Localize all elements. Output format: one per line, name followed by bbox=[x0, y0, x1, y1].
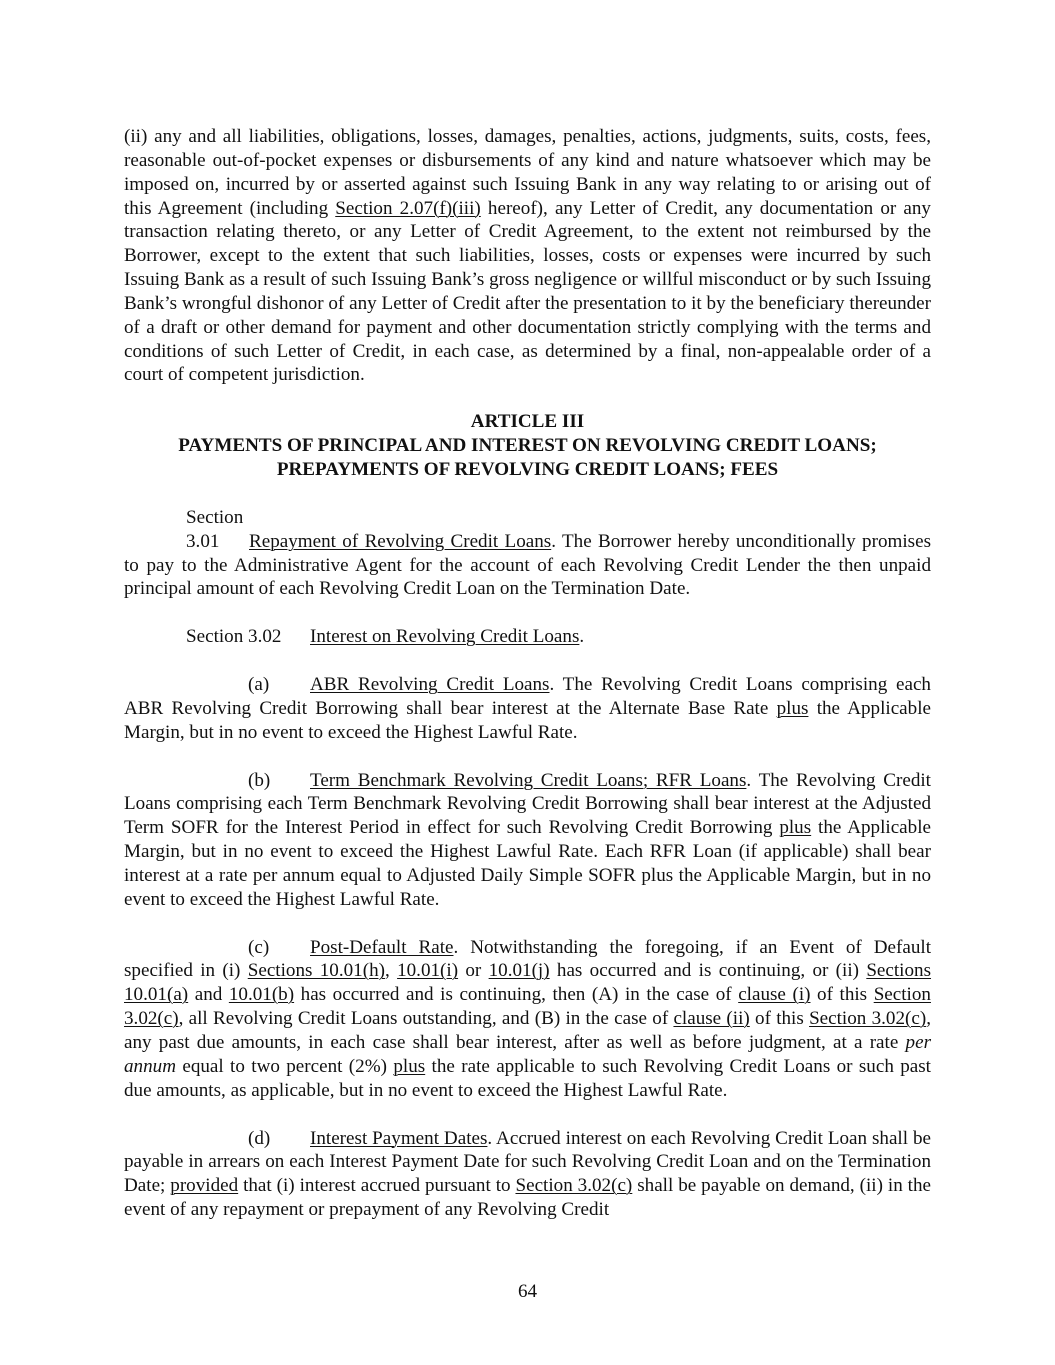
article-number: ARTICLE III bbox=[470, 411, 585, 433]
paragraph-text: (ii) any and all liabilities, obligations, losses, damages, penalties, actions, judgments, suits, costs, fees, reasonable out-of-pocket expenses or disbursements of any kind and nature whatsoever which may be imposed on, incurred by or asserted against such Issuing Bank in any way relating to or arising out of this Agreement (including bbox=[124, 126, 931, 219]
section-3-01 bbox=[124, 506, 931, 601]
subsection-heading: ABR Revolving Credit Loans bbox=[310, 674, 550, 696]
subsection-text: has occurred and is continuing, or (ii) bbox=[549, 960, 867, 982]
document-page bbox=[124, 125, 931, 1222]
cross-reference: 10.01(j) bbox=[488, 960, 550, 982]
subsection-text: , any past due amounts, in each case shall bear interest, after as well as before judgment, at a rate bbox=[124, 1008, 931, 1053]
subsection-label: (a) bbox=[248, 674, 270, 696]
cross-reference: Sections 10.01(h) bbox=[247, 960, 385, 982]
cross-reference: 10.01(b) bbox=[228, 984, 295, 1006]
subsection-d bbox=[124, 1127, 931, 1222]
cross-reference: clause (i) bbox=[738, 984, 811, 1006]
subsection-heading: Term Benchmark Revolving Credit Loans; RFR Loans bbox=[310, 769, 747, 791]
article-title-line-1: PAYMENTS OF PRINCIPAL AND INTEREST ON REVOLVING CREDIT LOANS; bbox=[178, 435, 877, 457]
subsection-text: , bbox=[384, 960, 398, 982]
article-heading bbox=[124, 410, 931, 482]
subsection-text: , all Revolving Credit Loans outstanding, and (B) in the case of bbox=[178, 1008, 674, 1030]
page-number: 64 bbox=[517, 1281, 538, 1302]
subsection-b bbox=[124, 769, 931, 912]
subsection-text: and bbox=[188, 984, 229, 1006]
article-title-line-2: PREPAYMENTS OF REVOLVING CREDIT LOANS; FEES bbox=[276, 458, 779, 480]
indemnity-paragraph bbox=[124, 125, 931, 387]
section-body: . The Borrower hereby unconditionally promises to pay to the Administrative Agent for the account of each Revolving Credit Lender the then unpaid principal amount of each Revolving Credit Loan on the Termination Date. bbox=[124, 530, 931, 600]
cross-reference: Sections 10.01(a) bbox=[124, 960, 932, 1006]
subsection-text: of this bbox=[749, 1008, 810, 1030]
cross-reference: Section 3.02(c) bbox=[515, 1175, 633, 1197]
subsection-heading: Post-Default Rate bbox=[310, 936, 454, 958]
subsection-text: equal to two percent (2%) bbox=[175, 1055, 394, 1077]
section-body: . bbox=[579, 626, 585, 648]
subsection-a bbox=[124, 673, 931, 745]
section-number: Section 3.02 bbox=[186, 626, 282, 648]
underlined-term: plus bbox=[779, 817, 812, 839]
subsection-text: of this bbox=[810, 984, 874, 1006]
section-3-02 bbox=[124, 625, 931, 649]
underlined-term: plus bbox=[393, 1055, 426, 1077]
subsection-text: that (i) interest accrued pursuant to bbox=[238, 1175, 516, 1197]
subsection-text: the Applicable Margin, but in no event to exceed the Highest Lawful Rate. Each RFR Loan (if applicable) shall bear interest at a rate per annum equal to Adjusted Daily Simple SOFR plus the Applicable Margin, but in no event to exceed the Highest Lawful Rate. bbox=[124, 817, 931, 910]
cross-reference: Section 3.02(c) bbox=[809, 1008, 927, 1030]
italic-term: per annum bbox=[124, 1032, 931, 1077]
underlined-term: plus bbox=[776, 697, 809, 719]
subsection-label: (b) bbox=[248, 769, 271, 791]
subsection-c bbox=[124, 936, 931, 1103]
cross-reference: 10.01(i) bbox=[397, 960, 459, 982]
subsection-text: the rate applicable to such Revolving Credit Loans or such past due amounts, as applicable, but in no event to exceed the Highest Lawful Rate. bbox=[124, 1055, 931, 1101]
cross-reference: clause (ii) bbox=[673, 1008, 750, 1030]
underlined-term: provided bbox=[170, 1175, 239, 1197]
section-number: Section 3.01 bbox=[186, 506, 244, 552]
subsection-text: . Accrued interest on each Revolving Credit Loan shall be payable in arrears on each Interest Payment Date for such Revolving Credit Loan and on the Termination Date; bbox=[124, 1127, 931, 1197]
section-heading: Interest on Revolving Credit Loans bbox=[310, 626, 580, 648]
subsection-text: the Applicable Margin, but in no event to exceed the Highest Lawful Rate. bbox=[124, 697, 931, 743]
cross-reference: Section 3.02(c) bbox=[124, 984, 931, 1030]
subsection-text: . The Revolving Credit Loans comprising each Term Benchmark Revolving Credit Borrowing shall bear interest at the Adjusted Term SOFR for the Interest Period in effect for such Revolving Credit Borrowing bbox=[124, 769, 931, 839]
subsection-text: has occurred and is continuing, then (A) in the case of bbox=[294, 984, 739, 1006]
subsection-label: (c) bbox=[248, 936, 270, 958]
subsection-heading: Interest Payment Dates bbox=[310, 1127, 488, 1149]
section-heading: Repayment of Revolving Credit Loans bbox=[249, 530, 552, 552]
subsection-text: or bbox=[458, 960, 489, 982]
cross-reference: Section 2.07(f)(iii) bbox=[335, 197, 481, 219]
subsection-text: . Notwithstanding the foregoing, if an Event of Default specified in (i) bbox=[124, 936, 931, 982]
paragraph-text: hereof), any Letter of Credit, any documentation or any transaction relating thereto, or any Letter of Credit Agreement, to the extent not reimbursed by the Borrower, except to the extent that such liabilities, losses, costs or expenses were incurred by such Issuing Bank as a result of such Issuing Bank’s gross negligence or willful misconduct or by such Issuing Bank’s wrongful dishonor of any Letter of Credit after the presentation to it by the beneficiary thereunder of a draft or other demand for payment and other documentation strictly complying with the terms and conditions of such Letter of Credit, in each case, as determined by a final, non-appealable order of a court of competent jurisdiction. bbox=[124, 197, 931, 386]
subsection-text: . The Revolving Credit Loans comprising each ABR Revolving Credit Borrowing shall bear interest at the Alternate Base Rate bbox=[124, 674, 931, 719]
subsection-label: (d) bbox=[248, 1127, 271, 1149]
subsection-text: shall be payable on demand, (ii) in the event of any repayment or prepayment of any Revolving Credit bbox=[124, 1175, 931, 1221]
